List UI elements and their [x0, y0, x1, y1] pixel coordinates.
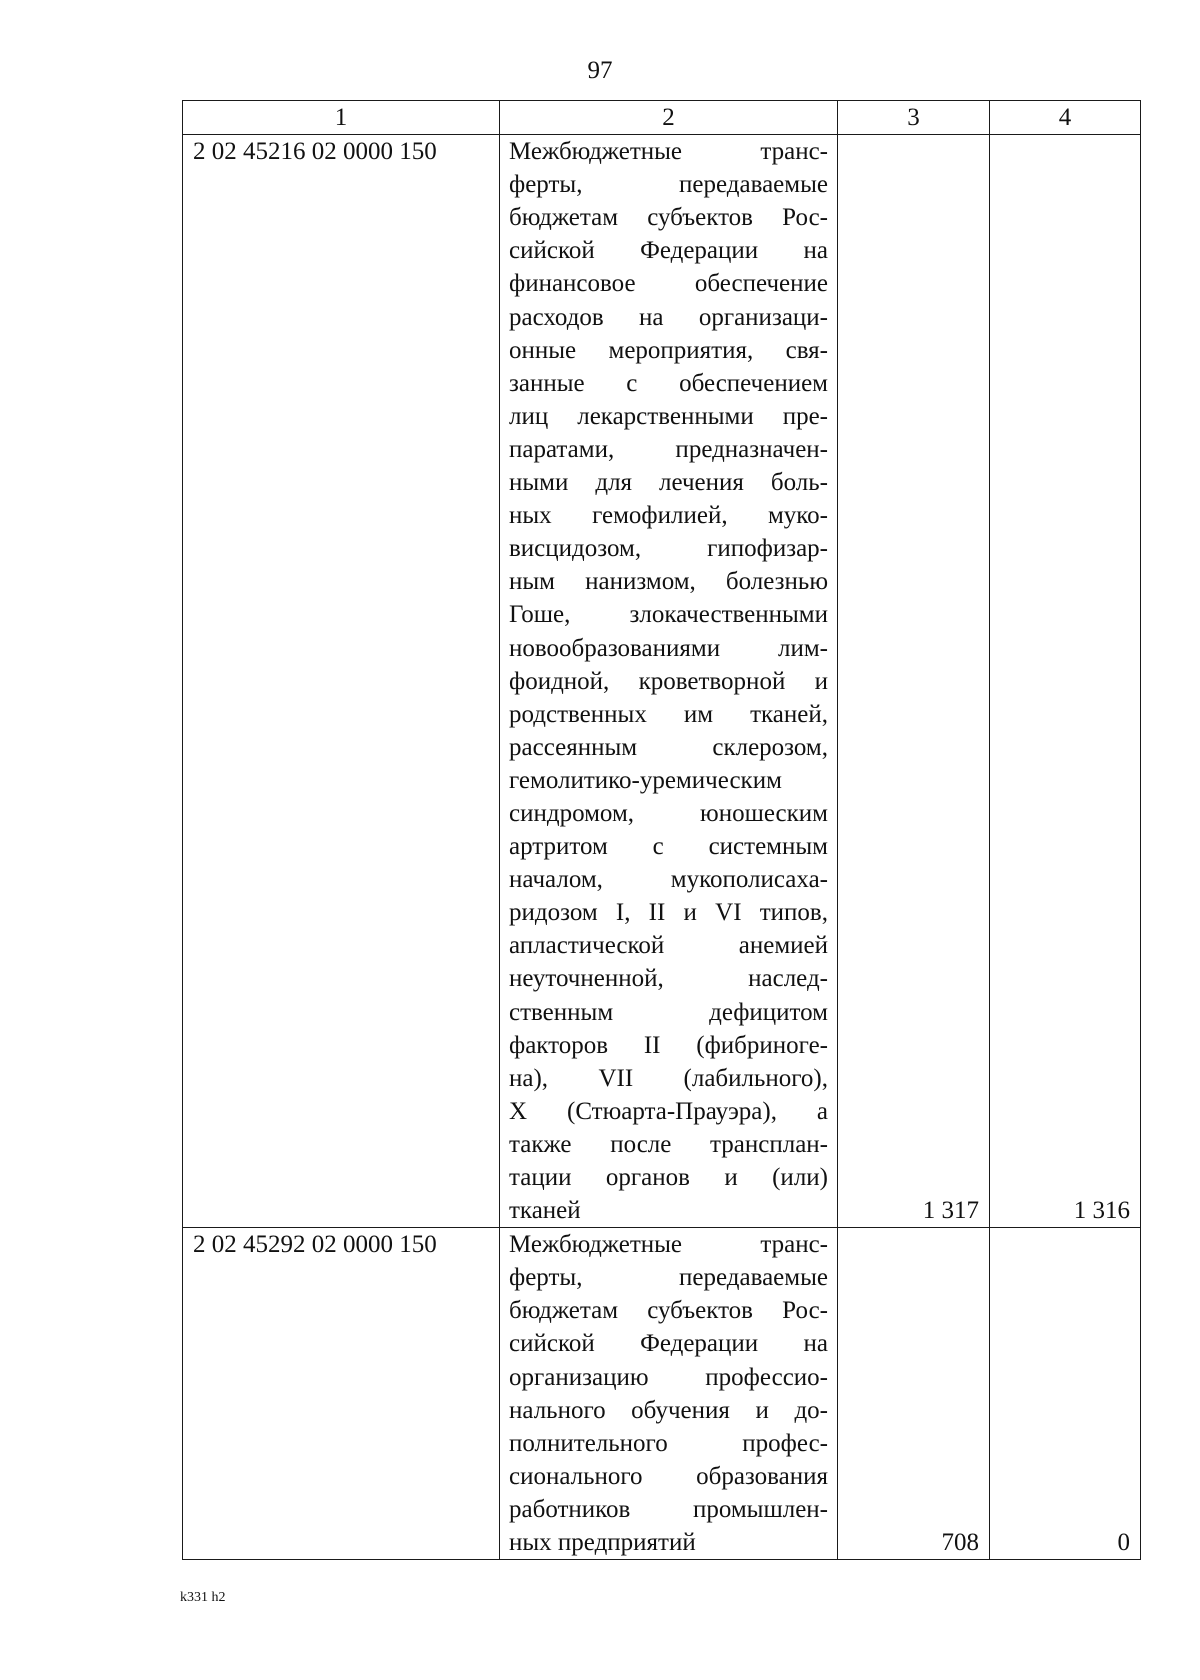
- description-line: ных предприятий: [509, 1529, 696, 1557]
- header-col-4: 4: [990, 101, 1141, 135]
- description-line: ферты, передаваемые: [509, 171, 828, 199]
- description-line: Межбюджетные транс-: [509, 138, 828, 166]
- description-line: финансовое обеспечение: [509, 270, 828, 298]
- value-col-3-cell: 1 317: [838, 135, 990, 1228]
- description-line: неуточненной, наслед-: [509, 965, 828, 993]
- description-line: сийской Федерации на: [509, 1330, 828, 1358]
- description-line: Межбюджетные транс-: [509, 1231, 828, 1259]
- header-col-2: 2: [500, 101, 838, 135]
- description-line: занные с обеспечением: [509, 369, 828, 397]
- description-line: тации органов и (или): [509, 1164, 828, 1191]
- description-line: бюджетам субъектов Рос-: [509, 1297, 828, 1325]
- description-line: онные мероприятия, свя-: [509, 336, 828, 364]
- header-col-3: 3: [838, 101, 990, 135]
- table-body: [183, 135, 1141, 1560]
- description-line: лиц лекарственными пре-: [509, 402, 828, 430]
- budget-code-cell: 2 02 45216 02 0000 150: [183, 135, 500, 1228]
- description-line: рассеянным склерозом,: [509, 733, 828, 761]
- description-line: работников промышлен-: [509, 1495, 828, 1523]
- description-line: расходов на организаци-: [509, 303, 828, 331]
- budget-table: [182, 100, 1141, 1560]
- description-line: сионального образования: [509, 1462, 828, 1490]
- description-line: бюджетам субъектов Рос-: [509, 204, 828, 232]
- description-line: ными для лечения боль-: [509, 469, 828, 497]
- value-col-4-cell: 0: [990, 1228, 1141, 1560]
- description-line: тканей: [509, 1197, 581, 1225]
- budget-code-cell: 2 02 45292 02 0000 150: [183, 1228, 500, 1560]
- description-line: артритом с системным: [509, 833, 828, 861]
- page-number: 97: [587, 57, 613, 84]
- description-line: ным нанизмом, болезнью: [509, 568, 828, 596]
- footer-code: k331 h2: [180, 1590, 226, 1605]
- description-line: ферты, передаваемые: [509, 1264, 828, 1292]
- description-line: синдромом, юношеским: [509, 799, 828, 827]
- description-line: сийской Федерации на: [509, 237, 828, 265]
- description-line: ных гемофилией, муко-: [509, 502, 828, 530]
- table-row: [183, 1228, 1141, 1560]
- header-row: [183, 101, 1141, 135]
- description-cell: [500, 135, 838, 1228]
- description-line: фоидной, кроветворной и: [509, 667, 828, 695]
- value-col-3-cell: 708: [838, 1228, 990, 1560]
- description-line: висцидозом, гипофизар-: [509, 535, 828, 563]
- description-line: полнительного профес-: [509, 1429, 828, 1457]
- description-line: Гоше, злокачественными: [509, 601, 828, 629]
- description-line: ственным дефицитом: [509, 998, 828, 1026]
- description-line: родственных им тканей,: [509, 700, 828, 728]
- description-line: новообразованиями лим-: [509, 634, 828, 662]
- description-line: ридозом I, II и VI типов,: [509, 899, 828, 927]
- header-col-1: 1: [183, 101, 500, 135]
- description-line: паратами, предназначен-: [509, 435, 828, 463]
- table-row: [183, 135, 1141, 1228]
- description-line: также после трансплан-: [509, 1130, 828, 1158]
- description-line: началом, мукополисаха-: [509, 866, 828, 894]
- description-line: нального обучения и до-: [509, 1396, 828, 1424]
- description-line: гемолитико-уремическим: [509, 766, 782, 794]
- value-col-4-cell: 1 316: [990, 135, 1141, 1228]
- description-line: X (Стюарта-Прауэра), а: [509, 1097, 828, 1125]
- description-line: на), VII (лабильного),: [509, 1064, 828, 1092]
- description-line: факторов II (фибриноге-: [509, 1031, 828, 1059]
- description-line: апластической анемией: [509, 932, 828, 960]
- description-line: организацию профессио-: [509, 1363, 828, 1391]
- description-cell: [500, 1228, 838, 1560]
